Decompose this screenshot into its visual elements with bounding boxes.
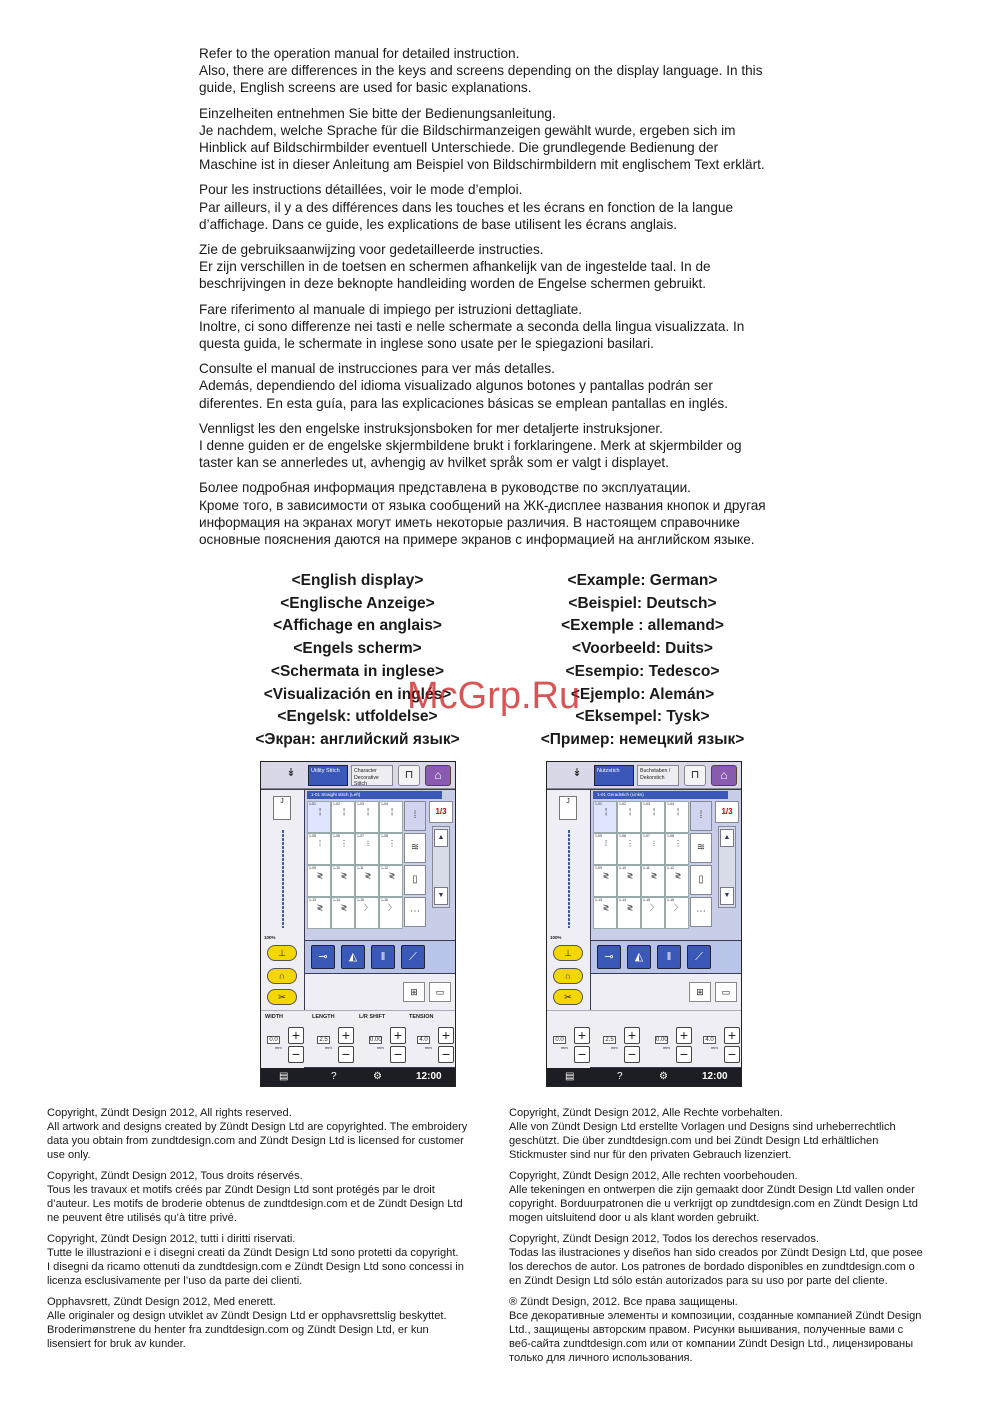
increase-button[interactable]: + (288, 1027, 304, 1044)
stitch-number: 1-15 (643, 898, 651, 902)
increase-button[interactable]: + (438, 1027, 454, 1044)
stitch-cell[interactable] (355, 865, 379, 897)
stitch-pattern-icon: ≷ (340, 903, 348, 912)
stitch-pattern-icon: ≷ (316, 903, 324, 912)
copyright-it: Copyright, Zündt Design 2012, tutti i diritti riservati. Tutte le illustrazioni e i disegni creati da Zündt Design Ltd sono protetti da copyright. I disegni da ricamo ottenuti da zundtdesign.com e Zündt Design Ltd sono concessi in licenza esclusivamente per l’uso da parte dei clienti. (47, 1232, 464, 1288)
tab-character-decorative[interactable]: Buchstaben / Dekorstich (637, 765, 679, 786)
heading-line: <Visualización en inglés> (263, 685, 452, 703)
mirror-icon[interactable]: ◭ (341, 945, 365, 969)
heading-line: <Engels scherm> (293, 640, 422, 658)
stitch-pattern-icon: ⋮ (674, 839, 682, 848)
stitch-grid (307, 801, 403, 929)
single-double-icon[interactable]: ⊸ (311, 945, 335, 969)
settings-icon[interactable]: ⚙ (659, 1071, 668, 1082)
stitch-pattern-icon: 〉 (364, 903, 372, 912)
stitch-cell[interactable] (617, 865, 641, 897)
stitch-cell[interactable] (331, 833, 355, 865)
stitch-grid (593, 801, 689, 929)
stitch-cell[interactable] (665, 865, 689, 897)
stitch-cell[interactable] (355, 801, 379, 833)
stitch-number: 1-03 (643, 802, 651, 806)
copyright-fr: Copyright, Zündt Design 2012, Tous droits réservés. Tous les travaux et motifs créés par Zündt Design Ltd sont protégés par le droit d’auteur. Les motifs de broderie obtenus de zundtdesign.com et de Zündt Design Ltd ne peuvent être utilisés qu’à titre privé. (47, 1169, 463, 1225)
scissors-icon[interactable]: ✂ (553, 989, 583, 1005)
copyright-en: Copyright, Zündt Design 2012, All rights reserved. All artwork and designs created by Zündt Design Ltd are copyrighted. The embroidery data you obtain from zundtdesign.com and Zündt Design Ltd is licensed for customer use only. (47, 1107, 468, 1162)
stitch-number: 1-10 (333, 866, 341, 870)
image-icon[interactable]: ▭ (429, 982, 451, 1002)
decrease-button[interactable]: − (574, 1046, 590, 1063)
screen-top-bar (547, 762, 741, 789)
stitch-cell[interactable] (331, 897, 355, 929)
zoom-percent: 100% (550, 935, 562, 940)
manual-icon[interactable]: ▤ (565, 1071, 575, 1082)
intro-en: Refer to the operation manual for detailed instruction. Also, there are differences in the keys and screens depending on the display language. In this guide, English screens are used for basic explanations. (199, 46, 763, 96)
heading-line: <Example: German> (567, 572, 718, 589)
stitch-pattern-icon: ¦ (342, 807, 346, 816)
adjust-label: L/R SHIFT (359, 1014, 386, 1020)
presser-foot-icon: J (559, 796, 577, 820)
zigzag-category-icon[interactable]: ≋ (690, 833, 712, 863)
unit-label: mm (611, 1045, 618, 1050)
screen-status-bar (547, 1068, 741, 1086)
stitch-number: 1-08 (667, 834, 675, 838)
decrease-button[interactable]: − (676, 1046, 692, 1063)
stitch-category-column (690, 801, 712, 929)
zoom-percent: 100% (264, 935, 276, 940)
scissors-icon[interactable]: ✂ (267, 989, 297, 1005)
stitch-cell[interactable] (665, 801, 689, 833)
stitch-pattern-icon: ¦ (366, 807, 370, 816)
clock: 12:00 (702, 1071, 728, 1082)
stitch-number: 1-14 (619, 898, 627, 902)
stitch-number: 1-02 (333, 802, 341, 806)
stitch-cell[interactable] (665, 897, 689, 929)
stitch-pattern-icon: ¦ (676, 807, 680, 816)
stitch-number: 1-04 (667, 802, 675, 806)
stitch-preview (568, 830, 570, 928)
stitch-selection-panel (305, 790, 455, 940)
increase-button[interactable]: + (676, 1027, 692, 1044)
stitch-pattern-icon: 〉 (650, 903, 658, 912)
home-icon[interactable]: ⌂ (425, 765, 451, 786)
stitch-number: 1-09 (309, 866, 317, 870)
stitch-number: 1-03 (357, 802, 365, 806)
stitch-cell[interactable] (307, 897, 331, 929)
heading-line: <Eksempel: Tysk> (575, 708, 710, 726)
decrease-button[interactable]: − (624, 1046, 640, 1063)
stitch-number: 1-13 (309, 898, 317, 902)
increase-button[interactable]: + (390, 1027, 406, 1044)
intro-fr: Pour les instructions détaillées, voir le mode d’emploi. Par ailleurs, il y a des différences dans les touches et les écrans en fonction de la langue d’affichage. Dans ce guide, les explications de base utilisent les écrans anglais. (199, 182, 733, 232)
stitch-pattern-icon: ≷ (316, 871, 324, 880)
screen-status-bar (261, 1068, 455, 1086)
needle-icon[interactable]: ↡ (286, 767, 296, 779)
mirror-icon[interactable]: ◭ (627, 945, 651, 969)
intro-es: Consulte el manual de instrucciones para ver más detalles. Además, dependiendo del idioma visualizado algunos botones y pantallas podrán ser diferentes. En esta guía, para las explicaciones básicas se emplean pantallas en inglés. (199, 361, 728, 411)
page-scrollbar[interactable] (718, 826, 736, 908)
stitch-pattern-icon: 〉 (674, 903, 682, 912)
increase-button[interactable]: + (624, 1027, 640, 1044)
stitch-pattern-icon: ≷ (602, 871, 610, 880)
increase-button[interactable]: + (724, 1027, 740, 1044)
stitch-pattern-icon: ⁝ (366, 839, 370, 848)
stitch-number: 1-16 (667, 898, 675, 902)
manual-icon[interactable]: ▤ (279, 1071, 289, 1082)
stitch-cell[interactable] (617, 801, 641, 833)
scroll-down-icon[interactable]: ▼ (720, 887, 734, 905)
presser-lift-icon[interactable]: ⊥ (553, 945, 583, 961)
page-indicator: 1/3 (715, 801, 739, 823)
copyright-no: Opphavsrett, Zündt Design 2012, Med enerett. Alle originaler og design utviklet av Zündt Design Ltd er opphavsrettslig beskyttet. Broderimønstrene du henter fra zundtdesign.com og Zündt Design Ltd, er kun lisensiert for bruk av kunder. (47, 1295, 447, 1351)
intro-no: Vennligst les den engelske instruksjonsboken for mer detaljerte instruksjoner. I denne guiden er de engelske skjermbildene brukt i forklaringene. Merk at skjermbilder og taster kan se annerledes ut, avhengig av hvilket språk som er valgt i displayet. (199, 420, 742, 471)
heading-line: <Пример: немецкий язык> (540, 730, 745, 748)
stitch-cell[interactable] (307, 833, 331, 865)
heading-line: <Voorbeeld: Duits> (572, 640, 713, 658)
stitch-number: 1-06 (619, 834, 627, 838)
heading-line: <Beispiel: Deutsch> (568, 594, 717, 612)
decrease-button[interactable]: − (724, 1046, 740, 1063)
stitch-number: 1-02 (619, 802, 627, 806)
stitch-edit-icon[interactable]: ⟋ (401, 945, 425, 969)
stitch-pattern-icon: ≷ (626, 903, 634, 912)
stitch-pattern-icon: 〉 (388, 903, 396, 912)
intro-de: Einzelheiten entnehmen Sie bitte der Bedienungsanleitung. Je nachdem, welche Sprache für die Bildschirmanzeigen gewählt wurde, ergeben sich im Hinblick auf Bildschirmbilder eventuell Unterschiede. Die grundlegende Bedienung der Maschine ist in dieser Anleitung am Beispiel von Bildschirmbildern mit englischem Text erklärt. (199, 105, 765, 173)
image-icon[interactable]: ▭ (715, 982, 737, 1002)
heading-line: <Exemple : allemand> (561, 617, 724, 635)
unit-label: mm (275, 1045, 282, 1050)
stitch-pattern-icon: ⋮ (388, 839, 396, 848)
stitch-number: 1-08 (381, 834, 389, 838)
edit-tools-bar (591, 941, 741, 973)
settings-icon[interactable]: ⚙ (373, 1071, 382, 1082)
buttonhole-category-icon[interactable]: ▯ (404, 865, 426, 895)
stitch-category-column (404, 801, 426, 929)
adjust-value: 0.00 (656, 1037, 668, 1043)
twin-needle-icon[interactable]: ‖ (657, 945, 681, 969)
stitch-pattern-icon: ¦ (318, 807, 322, 816)
stitch-pattern-icon: ≷ (650, 871, 658, 880)
stitch-number: 1-05 (595, 834, 603, 838)
watermark: McGrp.Ru (407, 675, 581, 717)
stitch-cell[interactable] (665, 833, 689, 865)
stitch-cell[interactable] (593, 865, 617, 897)
heading-line: <Engelsk: utfoldelse> (277, 708, 438, 726)
copyright-es: Copyright, Zündt Design 2012, Todos los derechos reservados. Todas las ilustraciones y diseños han sido creados por Zündt Design Ltd, que posee los derechos de autor. Los patrones de bordado disponibles en zundtdesign.com o en Zündt Design Ltd sólo están autorizados para su uso por parte del cliente. (509, 1232, 923, 1288)
stitch-number: 1-13 (595, 898, 603, 902)
single-double-icon[interactable]: ⊸ (597, 945, 621, 969)
straight-stitch-category-icon[interactable]: ⁞ (690, 801, 712, 831)
stitch-pattern-icon: ⁝ (652, 839, 656, 848)
heading-line: <Englische Anzeige> (280, 594, 435, 612)
copyright-nl: Copyright, Zündt Design 2012, Alle rechten voorbehouden. Alle tekeningen en ontwerpen die zijn gemaakt door Zündt Design Ltd vallen onder copyright. Borduurpatronen die u verkrijgt op zundtdesign.com en Zündt Design Ltd mogen uitsluitend door u als klant worden gebruikt. (509, 1169, 918, 1225)
copyright-left (47, 1106, 497, 1358)
selected-stitch-title: 1-01 Straight stitch (Left) (307, 791, 442, 799)
stitch-pattern-icon: ¦ (390, 807, 394, 816)
stitch-cell[interactable] (379, 897, 403, 929)
needle-icon[interactable]: ↡ (572, 767, 582, 779)
copyright-de: Copyright, Zündt Design 2012, Alle Rechte vorbehalten. Alle von Zündt Design Ltd erstellte Vorlagen und Designs sind urheberrechtlich geschützt. Die über zundtdesign.com und bei Zündt Design Ltd erhältlichen Stickmuster sind nur für den privaten Gebrauch lizenziert. (509, 1107, 896, 1162)
heading-line: <Esempio: Tedesco> (565, 662, 720, 680)
decrease-button[interactable]: − (438, 1046, 454, 1063)
stitch-cell[interactable] (379, 801, 403, 833)
memory-icon[interactable]: ⊞ (403, 982, 425, 1002)
heading-line: <English display> (291, 572, 424, 589)
stitch-cell[interactable] (593, 833, 617, 865)
stitch-cell[interactable] (617, 897, 641, 929)
stitch-cell[interactable] (355, 833, 379, 865)
home-icon[interactable]: ⌂ (711, 765, 737, 786)
stitch-cell[interactable] (641, 865, 665, 897)
stitch-number: 1-04 (381, 802, 389, 806)
help-icon[interactable]: ? (331, 1071, 337, 1082)
copyright-ru: ® Zündt Design, 2012. Все права защищены. Все декоративные элементы и композиции, созданные компанией Zündt Design Ltd., защищены авторским правом. Рисунки вышивания, полученные вами с веб-сайта zundtdesign.com или от компании Zündt Design Ltd., лицензированы только для личного использования. (509, 1295, 922, 1365)
edit-tools-bar (305, 941, 455, 973)
adjust-value: 0.0 (267, 1036, 280, 1044)
stitch-cell[interactable] (617, 833, 641, 865)
stitch-cell[interactable] (593, 801, 617, 833)
presser-lift-icon[interactable]: ⊥ (267, 945, 297, 961)
stitch-number: 1-11 (357, 866, 364, 870)
heading-line: <Экран: английский язык> (255, 730, 460, 748)
scroll-up-icon[interactable]: ▲ (720, 829, 734, 847)
increase-button[interactable]: + (338, 1027, 354, 1044)
stitch-number: 1-09 (595, 866, 603, 870)
stitch-pattern-icon: ≷ (674, 871, 682, 880)
stitch-pattern-icon: ¦ (652, 807, 656, 816)
stitch-pattern-icon: ¦ (628, 807, 632, 816)
page-scrollbar[interactable] (432, 826, 450, 908)
stitch-pattern-icon: ≷ (626, 871, 634, 880)
stitch-number: 1-07 (357, 834, 365, 838)
stitch-cell[interactable] (307, 865, 331, 897)
presser-foot-icon: J (273, 796, 291, 820)
stitch-pattern-icon: ⋮ (340, 839, 348, 848)
stitch-cell[interactable] (331, 801, 355, 833)
page-indicator: 1/3 (429, 801, 453, 823)
stitch-number: 1-14 (333, 898, 341, 902)
decrease-button[interactable]: − (288, 1046, 304, 1063)
buttonhole-category-icon[interactable]: ▯ (690, 865, 712, 895)
stitch-pattern-icon: ≷ (388, 871, 396, 880)
selected-stitch-title: 1-01 Geradstich (Links) (593, 791, 728, 799)
decrease-button[interactable]: − (338, 1046, 354, 1063)
heading-line: <Ejemplo: Alemán> (570, 685, 715, 703)
stitch-number: 1-12 (667, 866, 675, 870)
adjust-value: 2.5 (317, 1036, 330, 1044)
twin-needle-icon[interactable]: ‖ (371, 945, 395, 969)
threading-icon[interactable]: ∩ (553, 968, 583, 984)
adjust-label: TENSION (409, 1014, 434, 1020)
intro-text (199, 45, 809, 556)
options-bar (591, 974, 741, 1010)
stitch-cell[interactable] (355, 897, 379, 929)
stitch-number: 1-15 (357, 898, 365, 902)
unit-label: mm (561, 1045, 568, 1050)
adjust-value: 4.0 (703, 1036, 716, 1044)
intro-ru: Более подробная информация представлена в руководстве по эксплуатации. Кроме того, в зависимости от языка сообщений на ЖК-дисплее названия кнопок и другая информация на экранах могут иметь некоторые различия. В настоящем справочнике основные пояснения даются на примере экранов с информацией на английском языке. (199, 480, 766, 548)
options-bar (305, 974, 455, 1010)
tab-character-decorative[interactable]: Character Decorative Stitch (351, 765, 393, 786)
stitch-cell[interactable] (641, 801, 665, 833)
adjust-value: 0.00 (370, 1037, 382, 1043)
stitch-preview (282, 830, 284, 928)
stitch-cell[interactable] (379, 833, 403, 865)
zigzag-category-icon[interactable]: ≋ (404, 833, 426, 863)
headings-german-example (505, 570, 780, 752)
adjust-value: 0.0 (553, 1036, 566, 1044)
stitch-pattern-icon: ≷ (602, 903, 610, 912)
straight-stitch-category-icon[interactable]: ⁞ (404, 801, 426, 831)
unit-label: mm (325, 1045, 332, 1050)
stitch-cell[interactable] (307, 801, 331, 833)
stitch-number: 1-05 (309, 834, 317, 838)
screen-english (260, 761, 456, 1087)
heading-line: <Schermata in inglese> (270, 662, 445, 680)
unit-label: mm (377, 1045, 384, 1050)
screen-top-bar (261, 762, 455, 789)
scroll-down-icon[interactable]: ▼ (434, 887, 448, 905)
stitch-cell[interactable] (641, 833, 665, 865)
increase-button[interactable]: + (574, 1027, 590, 1044)
threading-icon[interactable]: ∩ (267, 968, 297, 984)
stitch-edit-icon[interactable]: ⟋ (687, 945, 711, 969)
lock-icon[interactable]: ⊓ (398, 765, 420, 786)
tab-utility-stitch[interactable]: Utility Stitch (308, 765, 348, 786)
adjust-label: LENGTH (312, 1014, 335, 1020)
headings-english-display (215, 570, 500, 752)
lock-icon[interactable]: ⊓ (684, 765, 706, 786)
adjustment-panel (547, 1010, 741, 1067)
screen-german (546, 761, 742, 1087)
unit-label: mm (711, 1045, 718, 1050)
adjust-value: 2.5 (603, 1036, 616, 1044)
stitch-pattern-icon: ⁞ (318, 839, 322, 848)
stitch-number: 1-01 (595, 802, 603, 806)
intro-nl: Zie de gebruiksaanwijzing voor gedetailleerde instructies. Er zijn verschillen in de toetsen en schermen afhankelijk van de ingestelde taal. In de beschrijvingen in deze beknopte handleiding worden de Engelse schermen gebruikt. (199, 242, 711, 292)
help-icon[interactable]: ? (617, 1071, 623, 1082)
stitch-selection-panel (591, 790, 741, 940)
memory-icon[interactable]: ⊞ (689, 982, 711, 1002)
scroll-up-icon[interactable]: ▲ (434, 829, 448, 847)
stitch-number: 1-12 (381, 866, 389, 870)
stitch-number: 1-07 (643, 834, 651, 838)
adjust-value: 4.0 (417, 1036, 430, 1044)
stitch-pattern-icon: ⁞ (604, 839, 608, 848)
copyright-right (509, 1106, 959, 1372)
stitch-cell[interactable] (331, 865, 355, 897)
stitch-number: 1-16 (381, 898, 389, 902)
stitch-pattern-icon: ≷ (364, 871, 372, 880)
stitch-cell[interactable] (641, 897, 665, 929)
intro-it: Fare riferimento al manuale di impiego per istruzioni dettagliate. Inoltre, ci sono differenze nei tasti e nelle schermate a seconda della lingua visualizzata. In questa guida, le schermate in inglese sono usate per le spiegazioni basilari. (199, 301, 745, 352)
stitch-number: 1-11 (643, 866, 650, 870)
stitch-pattern-icon: ¦ (604, 807, 608, 816)
stitch-cell[interactable] (379, 865, 403, 897)
tab-utility-stitch[interactable]: Nutzstich (594, 765, 634, 786)
unit-label: mm (663, 1045, 670, 1050)
heading-line: <Affichage en anglais> (273, 617, 442, 635)
adjust-label: WIDTH (265, 1014, 284, 1020)
stitch-number: 1-01 (309, 802, 317, 806)
decorative-category-icon[interactable]: ⋯ (404, 897, 426, 927)
stitch-pattern-icon: ⋮ (626, 839, 634, 848)
decrease-button[interactable]: − (390, 1046, 406, 1063)
clock: 12:00 (416, 1071, 442, 1082)
stitch-cell[interactable] (593, 897, 617, 929)
stitch-pattern-icon: ≷ (340, 871, 348, 880)
unit-label: mm (425, 1045, 432, 1050)
stitch-number: 1-10 (619, 866, 627, 870)
stitch-number: 1-06 (333, 834, 341, 838)
adjustment-panel (261, 1010, 455, 1067)
decorative-category-icon[interactable]: ⋯ (690, 897, 712, 927)
